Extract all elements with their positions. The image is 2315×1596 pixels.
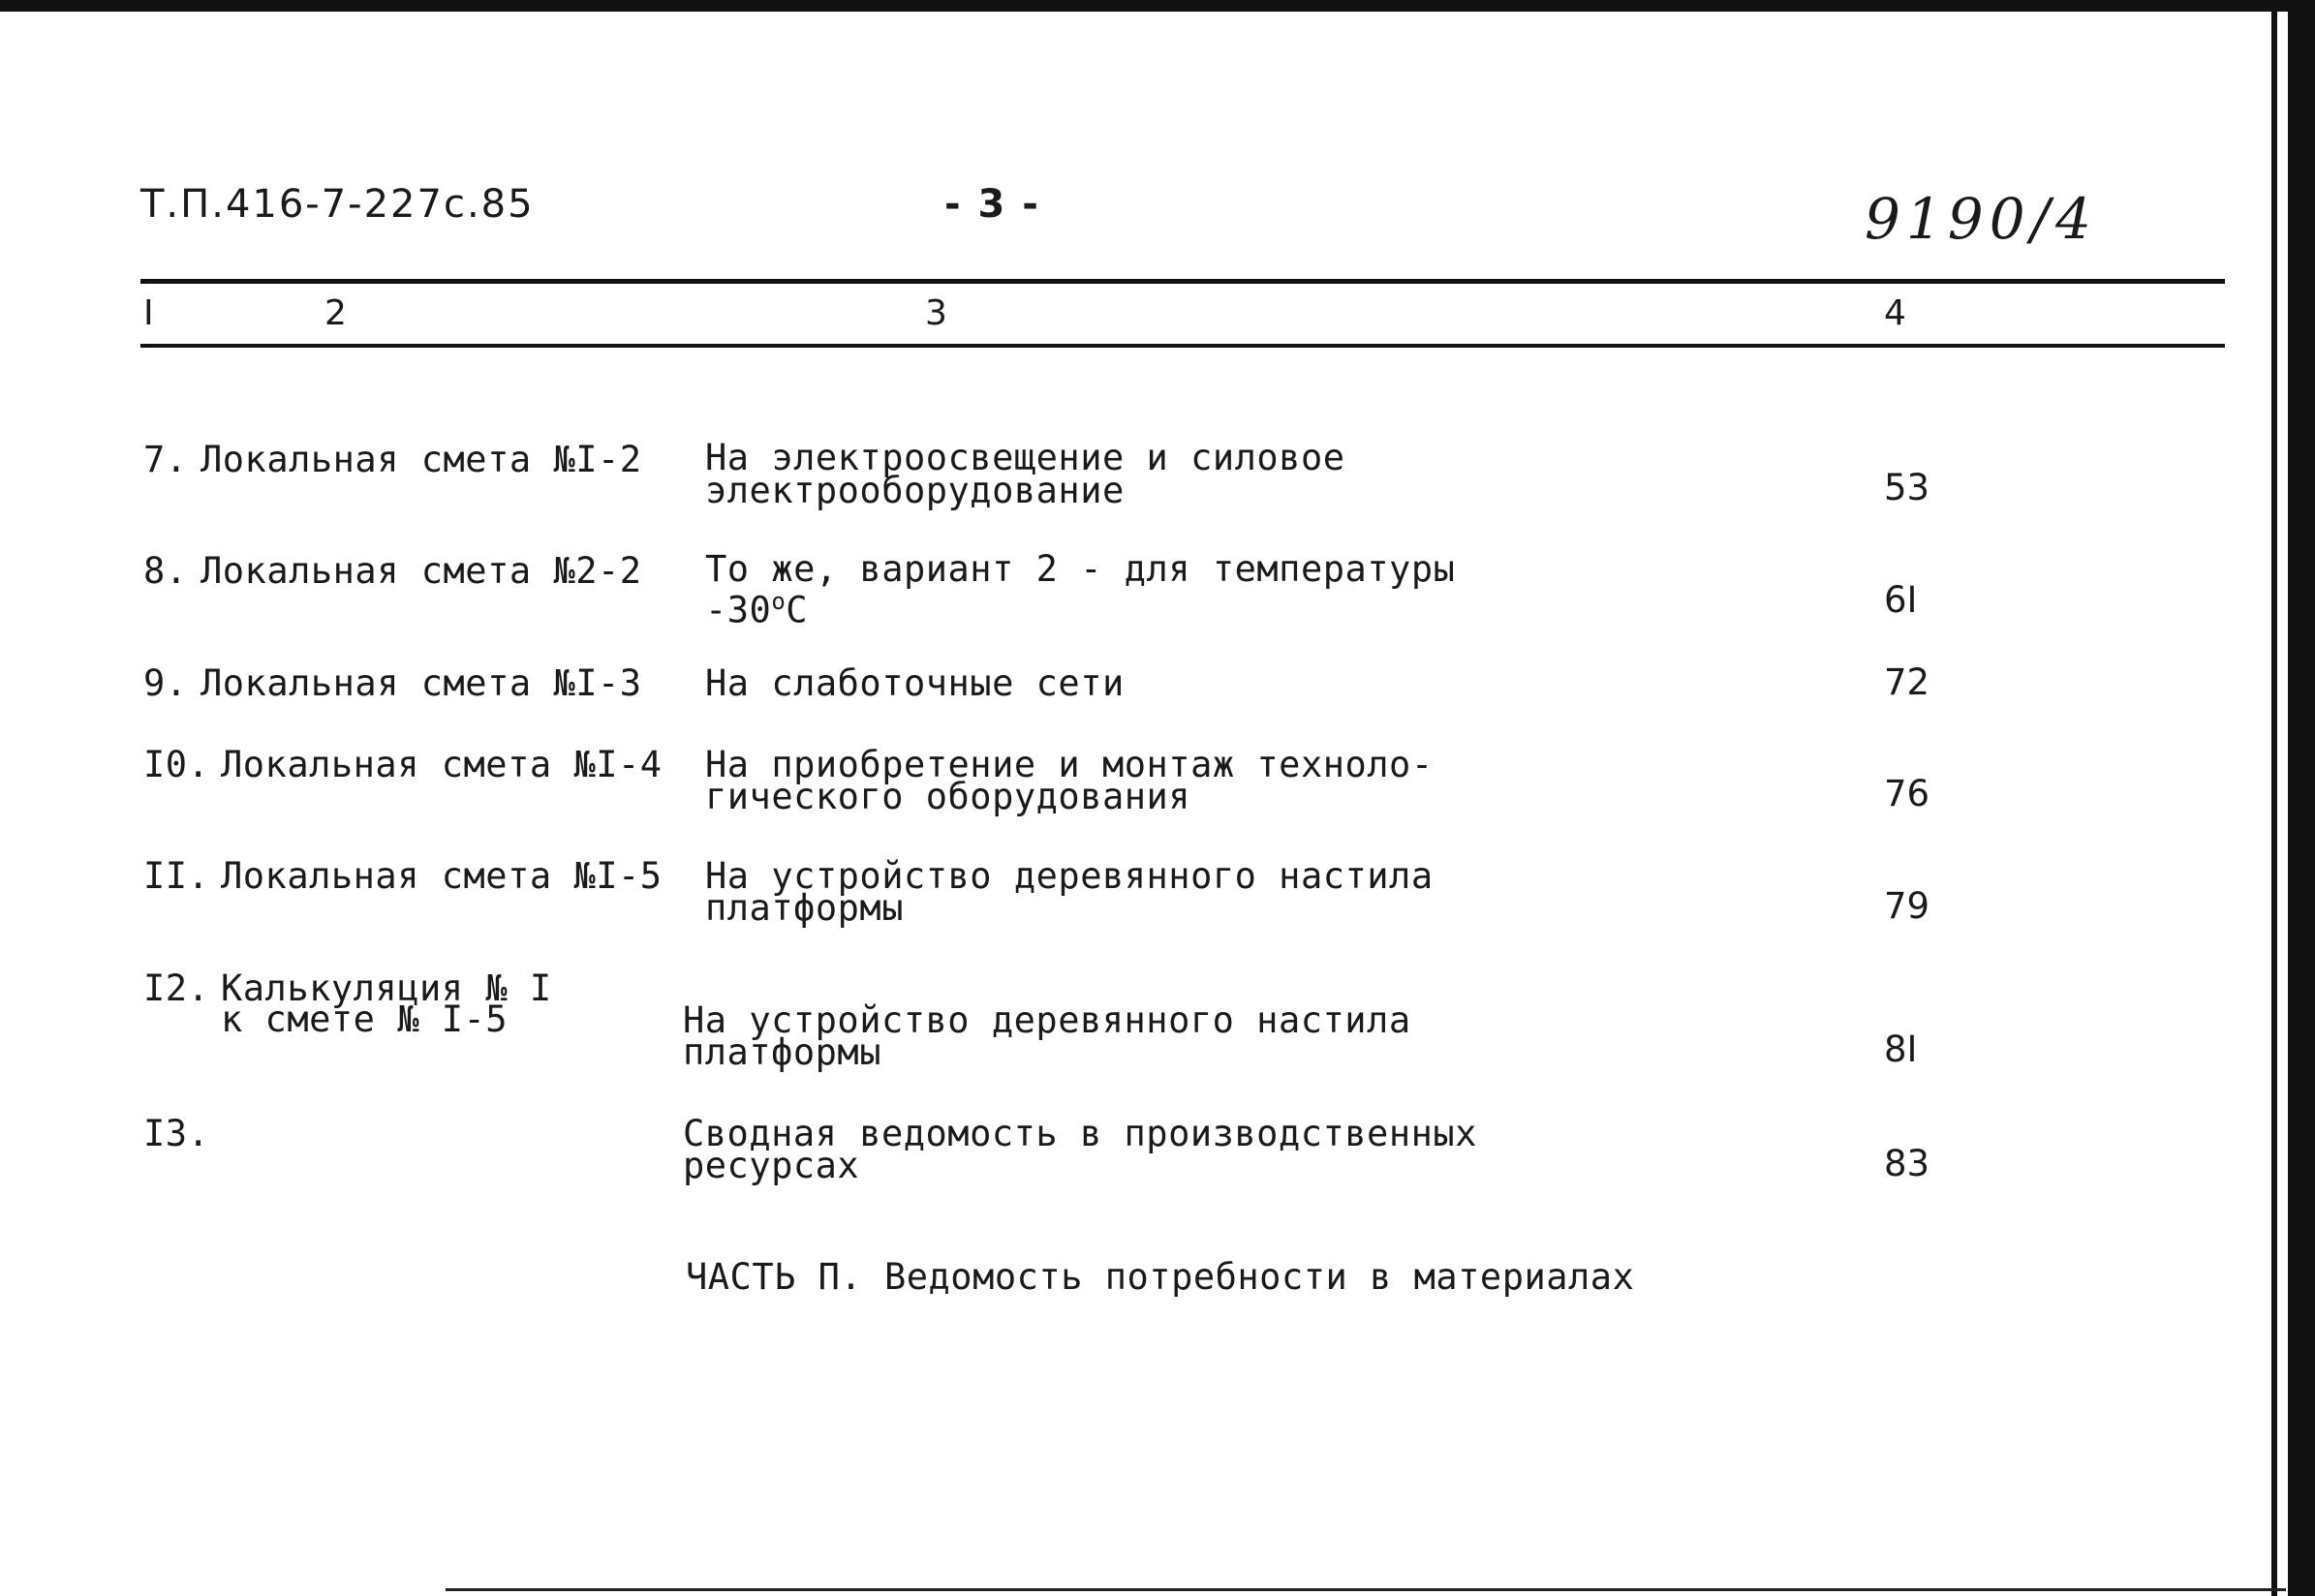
degree-sign: о bbox=[771, 588, 787, 615]
row-name: Калькуляция № I bbox=[221, 967, 552, 1009]
column-header-3: 3 bbox=[925, 293, 947, 333]
row-description-line1: На электроосвещение и силовое bbox=[705, 437, 1345, 478]
row-number: 7. bbox=[143, 439, 188, 480]
archive-number: 9190/4 bbox=[1865, 186, 2098, 252]
row-description-line1: То же, вариант 2 - для температуры bbox=[705, 548, 1456, 590]
scan-border-right bbox=[2288, 0, 2315, 1596]
row-description-line1: На устройство деревянного настила bbox=[705, 855, 1434, 897]
row-page: 72 bbox=[1884, 661, 1930, 703]
row-name: Локальная смета №I-2 bbox=[201, 439, 642, 480]
row-description-line2 bbox=[705, 585, 809, 631]
section-title: ЧАСТЬ П. Ведомость потребности в материалах bbox=[686, 1256, 1635, 1298]
row-page: 8I bbox=[1884, 1028, 1918, 1070]
row-description-line1: На слаботочные сети bbox=[705, 662, 1125, 704]
row-number: 8. bbox=[143, 550, 188, 592]
document-code: Т.П.416-7-227с.85 bbox=[140, 182, 535, 227]
row-page: 76 bbox=[1884, 773, 1930, 814]
row-description-line2: ресурсах bbox=[683, 1145, 860, 1186]
scan-border-top bbox=[0, 0, 2315, 12]
row-description-line2: гического оборудования bbox=[705, 776, 1191, 817]
row-page: 79 bbox=[1884, 885, 1930, 927]
scan-border-right-inner bbox=[2271, 0, 2277, 1596]
row-description-line1: Сводная ведомость в производственных bbox=[683, 1113, 1477, 1154]
page-number: - 3 - bbox=[944, 182, 1040, 227]
row-page: 6I bbox=[1884, 579, 1918, 621]
row-page: 83 bbox=[1884, 1143, 1930, 1184]
row-description-line2: платформы bbox=[705, 887, 904, 929]
column-header-2: 2 bbox=[324, 293, 347, 333]
temperature-unit: С bbox=[786, 589, 809, 631]
row-number: 9. bbox=[143, 662, 188, 704]
row-number: I2. bbox=[143, 967, 210, 1009]
column-header-4: 4 bbox=[1884, 293, 1906, 333]
table-top-rule bbox=[140, 279, 2225, 284]
row-number: II. bbox=[143, 855, 210, 897]
row-number: I3. bbox=[143, 1113, 210, 1154]
row-name: Локальная смета №I-5 bbox=[221, 855, 663, 897]
scan-border-bottom bbox=[446, 1588, 2286, 1591]
row-description-line1: На приобретение и монтаж техноло- bbox=[705, 744, 1434, 785]
row-name: Локальная смета №I-4 bbox=[221, 744, 663, 785]
row-description-line2: платформы bbox=[683, 1031, 881, 1073]
row-name-line2: к смете № I-5 bbox=[221, 998, 509, 1040]
row-page: 53 bbox=[1884, 467, 1930, 508]
row-name: Локальная смета №I-3 bbox=[201, 662, 642, 704]
column-header-1: I bbox=[143, 293, 154, 333]
row-description-line2: электрооборудование bbox=[705, 470, 1125, 511]
temperature-value: -30 bbox=[705, 589, 772, 631]
row-description-line1: На устройство деревянного настила bbox=[683, 999, 1411, 1041]
row-name: Локальная смета №2-2 bbox=[201, 550, 642, 592]
row-number: I0. bbox=[143, 744, 210, 785]
table-header-rule bbox=[140, 344, 2225, 348]
